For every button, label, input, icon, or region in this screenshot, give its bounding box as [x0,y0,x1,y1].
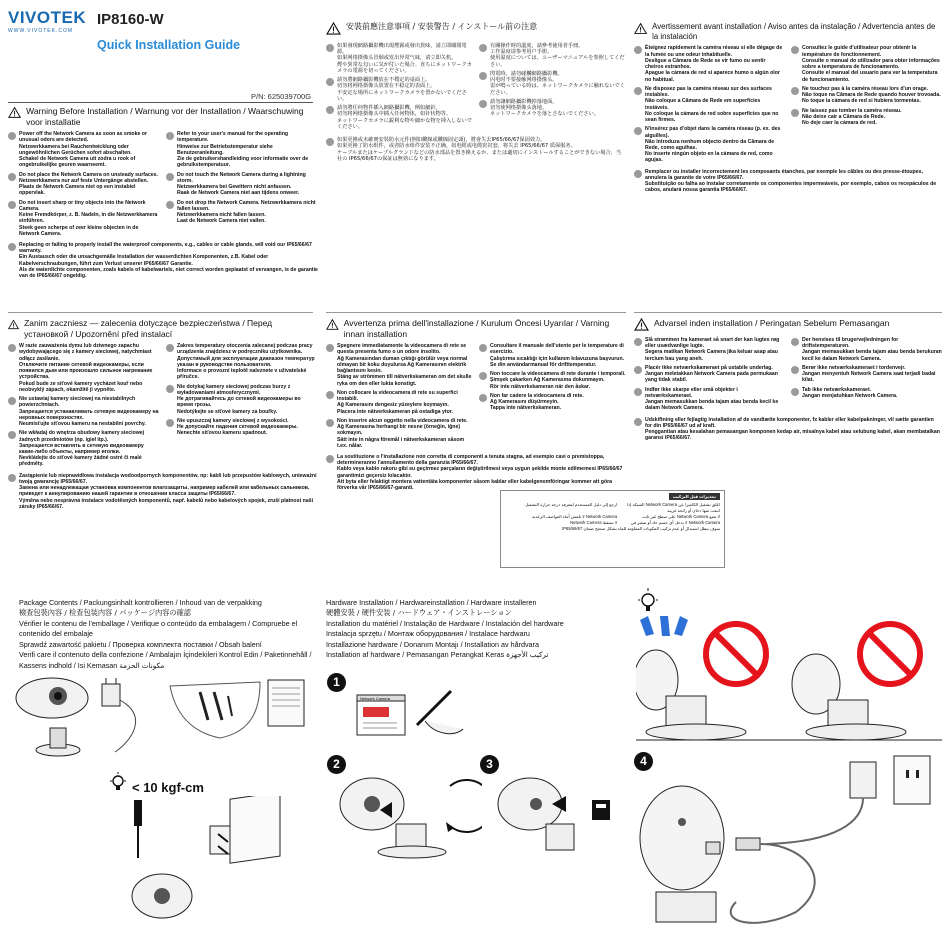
warning-fr-section [634,22,942,197]
bullet-icon [634,87,642,95]
bullet-icon [8,201,16,209]
camera-body-image [132,874,192,918]
arabic-title: تحذيرات قبل التركيب [669,493,720,500]
bullet-icon [634,366,642,374]
package-title-line: 檢查包裝內容 / 检查包装内容 / パッケージ内容の確認 [19,608,191,618]
list-item: Ne touchez pas à la caméra réseau lors d'un orage. Não toque na Câmara de Rede quando houver trovoada. No toque la cámara de red si hubiera tormentas. [791,86,942,105]
list-item: Do not drop the Network Camera. Netzwerkkamera nicht fallen lassen. Netzwerkkamera nicht fallen lassen. Laat de Network Camera niet vallen. [166,200,318,225]
alignment-sticker-image [170,682,260,738]
bullet-icon [326,391,334,399]
bullet-icon [166,344,174,352]
step-3-illustration [490,770,625,860]
bullet-icon [8,431,16,439]
package-title-line: Vérifier le contenu de l'emballage / Verifique o conteúdo da embalagem / Compruebe el contenido del embalaje [19,618,298,639]
warning-right-column [166,131,318,240]
list-item: Do not place the Network Camera on unsteady surfaces. Netzwerkkamera nur auf feste Untergänge abstellen. Plaats de Network Camera niet op een instabiel oppervlak. [8,172,160,197]
divider [8,102,313,103]
list-item: Éteignez rapidement la caméra réseau si elle dégage de la fumée ou une odeur inhabituelle. Desligue a Câmara de Rede se vir fumo ou sentir cheiros estranhos. Apague la cámara de red si aparece humo o algún olor no habitual. [634,45,785,82]
prohibited-icon [860,624,920,684]
list-item: 請勿將任何物件插入網路攝影機，例如細針。 切勿将网络摄像头中插入任何物体，如针状物等。 ネットワークカメラに鋭利な物や細かな物を挿入しないでください。 [326,105,473,130]
bullet-icon [326,344,334,352]
bullet-icon [634,127,642,135]
package-contents-illustration [10,672,310,772]
list-item: Berør ikke netværkskameraet i tordenvejr. Jangan menyentuh Network Camera saat terjadi badai kilat. [791,365,942,384]
bullet-icon [479,344,487,352]
warning-left-column [326,343,473,452]
section-title: Avertissement avant installation / Aviso antes da instalação / Advertencia antes de la instalación [652,22,936,41]
list-item: Nie ustawiaj kamery sieciowej na niestabilnych powierzchniach. Запрещается устанавливать сетевую видеокамеру на неровных поверхностях. Neumísťujte síťovou kameru na nestabilní povrchy. [8,396,160,427]
list-item: Ne disposez pas la caméra réseau sur des surfaces instables. Não coloque a Câmara de Rede em superfícies instáveis. No coloque la cámara de red sobre superficies que no sean firmes. [634,86,785,123]
warning-right-column [791,45,942,166]
list-item: Placér ikke netværkskameraet på ustabile underlag. Jangan meletakkan Network Camera pada permukaan yang tidak stabil. [634,365,785,384]
bullet-icon [166,385,174,393]
warning-triangle-icon [8,318,19,331]
quick-guide-image [268,680,304,726]
bullet-icon [791,46,799,54]
bullet-icon [326,44,334,52]
bullet-icon [166,419,174,427]
package-title-line: Sprawdź zawartość pakietu / Проверка комплекта поставки / Obsah balení [19,639,262,649]
bullet-icon [166,173,174,181]
lightbulb-tip-icon [109,772,127,794]
prohibited-icon [706,624,766,684]
list-item: Udskiftning eller fejlagtig installation af de vandtætte komponenter, fx kabler eller kabelpakninger, vil sætte garantien for din IP65/66/67 ud af kraft. Penggantian atau kesalahan pemasangan komponen kedap air, misalnya kabel atau selubung kabel, akan membatalkan garansi IP65/66/67. [634,417,942,442]
step-number-4: 4 [634,752,653,771]
list-item: N'insérez pas d'objet dans la caméra réseau (p. ex. des aiguilles). Não introduza nenhum objecto dentro da Câmara de Rede, como agulhas. No inserte ningún objeto en la cámara de red, como agujas. [634,126,785,163]
list-item: Nie wkładaj do wnętrza obudowy kamery sieciowej żadnych przedmiotów (np. igieł itp.). Запрещается вставлять в сетевую видеокамеру какие-либо объекты, например иголки. Nevkládejte do síťové kamery žádné ostré či malé předměty. [8,430,160,467]
warning-triangle-icon [326,22,341,35]
divider [8,312,313,313]
page-title: Quick Installation Guide [97,38,241,52]
power-adapter-image [102,678,136,752]
hardware-title-line: Installazione hardware / Donanım Montajı / Installation av hårdvara [326,639,539,649]
screwdriver-image [134,800,142,858]
bullet-icon [479,72,487,80]
list-item: Consultez le guide d'utilisateur pour obtenir la température de fonctionnement. Consulte o manual do utilizador para obter informações sobre a temperatura de funcionamento. Consulte el manual del usuario para ver la temperatura de funcionamiento. [791,45,942,82]
step-number-2: 2 [327,755,346,774]
arabic-line: ارجع إلى دليل المستخدم لمعرفة درجة حرارة التشغيل [525,502,618,508]
pen-hand-image [417,691,463,734]
section-title: 安裝前應注意事項 / 安装警告 / インストール前の注意 [346,22,538,31]
divider [326,312,626,313]
list-item: 閃電時，請勿碰觸網路攝影機。 闪电时不要接触网络摄像头。 雷が鳴っている時は、ネットワークカメラに触れないでください。 [479,71,626,96]
bullet-icon [166,132,174,140]
warning-right-column [479,43,626,133]
list-item: Consultare il manuale dell'utente per le temperature di esercizio. Çalıştırma sıcaklığı için kullanım kılavuzuna başvurun. Se din användarmanual för drifttemperatur. [479,343,626,368]
arabic-warning-box [500,490,725,568]
bullet-icon [326,138,334,146]
warning-left-column [326,43,473,133]
list-item: Zastąpienie lub nieprawidłowa instalacja wodoodpornych komponentów, np: kabli lub przepustów kablowych, unieważni twoją gwarancję IP65/66/67. Замена или ненадлежащая установка компонентов влагозащиты, например кабелей или кабельных сальников, приведет к аннулированию нашей гарантии в отношении класса защиты IP65/66/67. Výměna nebo nesprávná instalace vodotěsných komponentů, např. kabelů nebo kabelových spojek, zruší platnost naší záruky IP65/66/67. [8,473,318,510]
warning-triangle-icon [326,318,339,331]
list-item: 請勿將網路攝影機放在不穩定的桌面上。 切勿将网络摄像头放置在不稳定的表面上。 不安定な場所にネットワークカメラを置かないでください。 [326,77,473,102]
bullet-icon [791,366,799,374]
step-4-illustration [636,742,942,932]
bullet-icon [326,419,334,427]
warning-right-column [791,337,942,415]
camera-body-image [16,678,88,718]
bullet-icon [8,132,16,140]
warning-triangle-icon [8,106,21,119]
placement-warning-illustration [636,610,942,750]
divider [634,312,942,313]
screws-image [200,692,232,720]
usb-cable-image [731,838,815,923]
warning-left-column [634,337,785,415]
list-item: W razie zauważenia dymu lub dziwnego zapachu wydobywającego się z kamery sieciowej, natychmiast odłącz zasilanie. Отключите питание сетевой видеокамеры, если появился дым или произошло сильное нагревание устройства. Pokud bude ze síťové kamery vycházet kouř nebo neobvyklý zápach, okamžitě ji vypněte. [8,343,160,393]
section-title: Avvertenza prima dell'installazione / Kurulum Öncesi Uyarılar / Varning innan installation [343,318,610,339]
arabic-line: Network Camera لا تدخل أي جسم حاد أو صغير في [630,520,720,525]
camera-body-image [340,778,446,858]
label-card-image [357,695,405,735]
list-item: Replacing or failing to properly install the waterproof components, e.g., cables or cable glands, will void our IP65/66/67 warranty. Ein Austausch oder die unsachgemäße Installation der wasserdichten Komponenten, z.B. Kabel oder Kabelverschraubungen, führt zum Verlust unserer IP65/66/67 Garantie. Als de waterdichte componenten, zoals kabels of kabelwartels, niet correct worden geplaatst of vervangen, is de garantie van de IP65/66/67 ongeldig. [8,242,318,279]
camera-on-stand-image [636,650,746,740]
warning-cjk-section [326,22,626,165]
list-item: 如果更換或未確實安裝防水元件(例如纜線或纜線固定頭)，將會失去IP65/66/67保固效力。 如果更换了防水组件，或者防水组件安装不正确，如电缆或电缆密封套，将失去 IP65/66/67 质保服务。 ケーブルまたはケーブルグランドなどの防水部品を置き換えるか、または適切にインストールすることができない場合、当社の IP65/66/67の保証は無効になります。 [326,137,626,162]
bullet-icon [634,388,642,396]
list-item: La sostituzione o l'installazione non corretta di componenti a tenuta stagna, ad esempio cavi o premistoppa, determineranno l'annullamento della garanzia IP65/66/67. Kablo veya kablo rakoru gibi su geçirmez parçaların değiştirilmesi veya uygun şekilde monte edilmemesi IP65/66/67 garantimizi geçersiz kılacaktır. Att byta eller felaktigt montera vattentäta komponenter såsom kablar eller kabelgenomföringar kommer att göra förverka vår IP65/66/67-garanti. [326,454,626,491]
list-item: 有關操作時的溫度，請參考使用者手冊。 工作温度请参考用户手册。 使用温度については、ユーザーマニュアルを参照してください。 [479,43,626,68]
warning-left-column [8,131,160,240]
step-number-1: 1 [327,673,346,692]
section-title: Zanim zaczniesz — zalecenia dotyczące bezpieczeństwa / Перед установкой / Upozornění před instalací [24,318,273,339]
hardware-title-line: Instalacja sprzętu / Монтаж оборудования / Instalace hardwaru [326,629,530,639]
bracket-image [210,796,280,863]
wall-outlet-image [894,756,930,804]
package-contents-section [19,598,319,671]
warning-left-column [8,343,160,470]
package-title-line: Verifi care il contenuto della confezione / Ambalajın İçindekileri Kontrol Edin / Paketinnehåll / Kassens indhold / Isi Kemasan مكونات الحزمة [19,650,312,670]
hardware-title-line: Hardware Installation / Hardwareinstallation / Hardware installeren [326,598,537,607]
warning-triangle-icon [634,318,649,331]
bullet-icon [8,397,16,405]
bullet-icon [479,44,487,52]
bullet-icon [479,394,487,402]
step-number-3: 3 [480,755,499,774]
warning-right-column [166,343,318,470]
list-item: Ne laissez pas tomber la caméra réseau. Não deixe cair a Câmara de Rede. No deje caer la cámara de red. [791,108,942,127]
list-item: Nie dotykaj kamery sieciowej podczas burzy z wyładowaniami atmosferycznymi. Не дотрагивайтесь до сетевой видеокамеры во время грозы. Nedotýkejte se síťové kamery za bouřky. [166,384,318,415]
camera-body-image [498,778,574,850]
bullet-icon [8,173,16,181]
camera-back-image [640,786,724,922]
hardware-installation-section [326,598,626,661]
list-item: 如果發現網路攝影機出現煙霧或發出異味，請立即關閉電源。 如果网络摄像头冒烟或发出异常气味，请立即关机。 煙や異常な匂いに気が付いた場合、直ちにネットワークカメラの電源を切ってください。 [326,43,473,74]
bullet-icon [8,344,16,352]
list-item: Slå strømmen fra kameraet så snart der kan lugtes røg eller usædvanlige lugte. Segera matikan Network Camera jika keluar asap atau tercium bau yang aneh. [634,337,785,362]
torque-spec: < 10 kgf-cm [132,780,204,795]
mount-stand-image [36,728,80,756]
warning-dk-section [634,318,942,445]
bullet-icon [791,388,799,396]
arabic-line: سوف يبطل استبدال أو عدم تركيب المكونات المقاومة للماء بشكل صحيح ضمان IP65/66/67 [562,526,720,532]
list-item: Spegnere immediatamente la videocamera di rete se questa presenta fumo o un odore insolito. Ağ Kamerasından duman çıktığı görülür veya normal olmayan bir koku duyulursa Ağ Kamerasının elektrik bağlantısını kesin. Stäng av strömmen till nätverkskameran om det skulle ryka om den eller lukta konstigt. [326,343,473,387]
list-item: Non collocare la videocamera di rete su superfici instabili. Ağ Kamerasını dengesiz yüzeylere koymayın. Placera inte nätverkskameran på ostadiga ytor. [326,390,473,415]
bullet-icon [634,170,642,178]
model-name: IP8160-W [97,11,164,28]
bullet-icon [8,474,16,482]
hardware-title-line: Installation af hardware / Pemasangan Perangkat Keras تركيب الأجهزة [326,650,549,660]
hardware-title-line: Installation du matériel / Instalação de Hardware / Instalación del hardware [326,618,564,628]
step-2-illustration [332,770,482,860]
arabic-line: لا تسقط Network Camera [570,520,618,525]
warning-left-column [634,45,785,166]
label-card-text: Network Camera [360,696,391,701]
list-item: Zakres temperatury otoczenia zalecanej podczas pracy urządzenia znajdziesz w podręczniku użytkownika. Допустимый для эксплуатации диапазон температур указан в руководстве пользователя. Informace o provozní teplotě naleznete v uživatelské příručce. [166,343,318,380]
bullet-icon [166,201,174,209]
bullet-icon [791,109,799,117]
bullet-icon [479,100,487,108]
list-item: Non toccare la videocamera di rete durante i temporali. Şimşek çakarken Ağ Kamerasına dokunmayın. Rör inte nätverkskameran när den åskar. [479,371,626,390]
bullet-icon [479,372,487,380]
bullet-icon [791,87,799,95]
brand-logo: VIVOTEK [8,8,87,27]
bullet-icon [791,338,799,346]
camera-on-stand-image [792,654,906,740]
list-item: Nie upuszczaj kamery sieciowej z wysokości. Не допускайте падения сетевой видеокамеры. Nenechte síťovou kameru spadnout. [166,418,318,437]
wall-mount-illustration [110,796,310,930]
bullet-icon [634,46,642,54]
list-item: Refer to your user's manual for the operating temperature. Hinweise zur Betriebstemperatur siehe Benutzeranleitung. Zie de gebruikershandleiding voor informatie over de gebruikstemperatuur. [166,131,318,168]
part-number: P/N: 625039700G [251,92,312,101]
hardware-title-line: 硬體安裝 / 硬件安装 / ハードウェア・インストレーション [326,608,512,618]
bullet-icon [326,106,334,114]
package-title-line: Package Contents / Packungsinhalt kontrollieren / Inhoud van de verpakking [19,598,262,607]
warning-en-section [8,106,318,282]
arabic-line: Network Camera لا تلمس أثناء العواصف الرعدية [531,513,618,519]
list-item: Do not touch the Network Camera during a lightning storm. Netzwerkkamera bei Gewittern nicht anfassen. Raak de Network Camera niet aan tijdens onweer. [166,172,318,197]
warning-it-section [326,318,626,494]
list-item: Tab ikke netværkskameraet. Jangan menjatuhkan Network Camera. [791,387,942,399]
brand-url: WWW.VIVOTEK.COM [8,28,73,34]
sd-card-icon [592,800,610,820]
bullet-icon [326,455,334,463]
list-item: Indfør ikke skarpe eller små objekter i netværkskameraet. Jangan memasukkan benda tajam atau benda kecil ke dalam Network Camera. [634,387,785,412]
warning-triangle-icon [634,22,647,35]
warning-pl-section [8,318,318,513]
list-item: Der henvises til brugervejledningen for driftstemperaturen. Jangan memasukkan benda tajam atau benda berukuran kecil ke dalam Network Camera. [791,337,942,362]
list-item: Do not insert sharp or tiny objects into the Network Camera. Keine Fremdkörper, z. B. Nadeln, in die Netzwerkkamera einführen. Steek geen scherpe of zeer kleine objecten in de Network Camera. [8,200,160,237]
arabic-line: لا تضع Network Camera على سطح غير ثابت [641,513,720,519]
list-item: Non inserire alcun oggetto nella videocamera di rete. Ağ Kamerasına herhangi bir nesne (örneğin, iğne) sokmayın. Sätt inte in några föremål i nätverkskameran såsom t.ex. nålar. [326,418,473,449]
bullet-icon [8,243,16,251]
section-title: Advarsel inden installation / Peringatan Sebelum Pemasangan [654,318,890,328]
section-title: Warning Before Installation / Warnung vor der Installation / Waarschuwing voor installatie [26,106,304,127]
bullet-icon [634,338,642,346]
bullet-icon [634,418,642,426]
warning-right-column [479,343,626,452]
list-item: Non far cadere la videocamera di rete. Ağ Kamerasını düşürmeyin. Tappa inte nätverkskameran. [479,393,626,412]
list-item: Power off the Network Camera as soon as smoke or unusual odors are detected. Netzwerkkamera bei Rauchentwicklung oder ungewöhnlichen Gerüchen sofort abschalten. Schakel de Network Camera uit zodra u rook of ongebruikelijke geuren waarneemt. [8,131,160,168]
bullet-icon [326,78,334,86]
arabic-line: اغلق تشغيل الكاميرا عن Network Camera الشبكة إذا انبعث منها دخان أو رائحة غريبة [627,502,720,513]
list-item: 請勿讓網路攝影機掉落地面。 切勿使网络摄像头落地。 ネットワークカメラを落とさないでください。 [479,99,626,118]
step-1-illustration [355,685,465,743]
list-item: Remplacer ou installer incorrectement les composants étanches, par exemple les câbles ou des presse-étoupes, annulera la garantie de votre IP65/66/67. Substituição ou falha ao instalar corretamente os componentes impermeáveis, por exemplo, cabos os recepáculos de cabos, anulará nossa garantia IP65/66/67. [634,169,942,194]
power-adapter-image [766,762,876,844]
